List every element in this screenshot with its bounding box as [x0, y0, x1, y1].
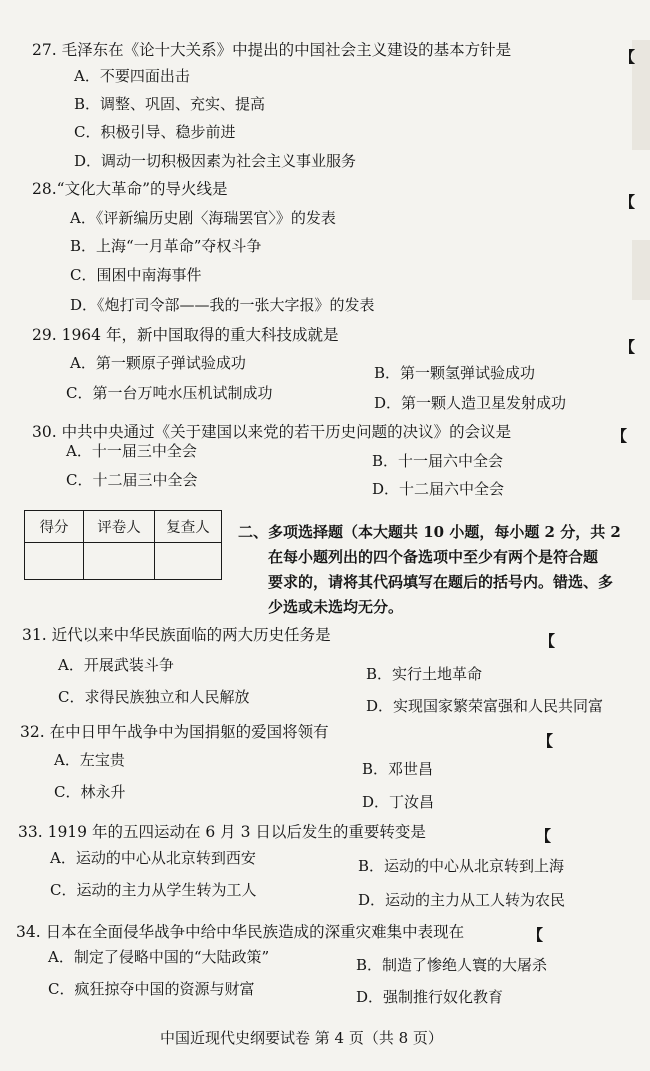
score-table: [24, 510, 222, 580]
answer-bracket: 【: [620, 48, 636, 66]
q31-option-d: D．实现国家繁荣富强和人民共同富: [366, 697, 604, 715]
page-footer: 中国近现代史纲要试卷 第 4 页（共 8 页）: [160, 1029, 443, 1047]
q27-option-a: A．不要四面出击: [74, 67, 190, 85]
q28-option-c: C．围困中南海事件: [70, 266, 202, 284]
section-2-heading: 二、多项选择题（本大题共 10 小题，每小题 2 分，共 2: [238, 523, 621, 541]
q33-option-d: D．运动的主力从工人转为农民: [358, 891, 566, 909]
answer-bracket: 【: [540, 632, 556, 650]
q33-option-a: A．运动的中心从北京转到西安: [50, 849, 256, 867]
answer-bracket: 【: [620, 338, 636, 356]
answer-bracket: 【: [612, 427, 628, 445]
q33-option-b: B．运动的中心从北京转到上海: [358, 857, 565, 875]
q31-option-a: A．开展武装斗争: [58, 656, 174, 674]
score-cell[interactable]: [25, 543, 84, 580]
section-2-instructions: 少选或未选均无分。: [268, 598, 404, 616]
question-27-stem: 27. 毛泽东在《论十大关系》中提出的中国社会主义建设的基本方针是: [32, 41, 512, 59]
q28-option-d: D．《炮打司令部——我的一张大字报》的发表: [70, 296, 375, 314]
question-32-stem: 32. 在中日甲午战争中为国捐躯的爱国将领有: [20, 723, 329, 741]
q30-option-d: D．十二届六中全会: [372, 480, 505, 498]
q34-option-d: D．强制推行奴化教育: [356, 988, 504, 1006]
q34-option-c: C．疯狂掠夺中国的资源与财富: [48, 980, 255, 998]
question-33-stem: 33. 1919 年的五四运动在 6 月 3 日以后发生的重要转变是: [18, 823, 426, 841]
q27-option-b: B．调整、巩固、充实、提高: [74, 95, 266, 113]
q33-option-c: C．运动的主力从学生转为工人: [50, 881, 257, 899]
q31-option-b: B．实行土地革命: [366, 665, 483, 683]
question-29-stem: 29. 1964 年，新中国取得的重大科技成就是: [32, 326, 339, 344]
q32-option-c: C．林永升: [54, 783, 126, 801]
answer-bracket: 【: [620, 193, 636, 211]
q28-option-b: B．上海“一月革命”夺权斗争: [70, 237, 262, 255]
q27-option-d: D．调动一切积极因素为社会主义事业服务: [74, 152, 357, 170]
section-2-instructions: 要求的，请将其代码填写在题后的括号内。错选、多: [268, 573, 614, 591]
q29-option-a: A．第一颗原子弹试验成功: [70, 354, 246, 372]
reviewer-cell[interactable]: [155, 543, 222, 580]
q31-option-c: C．求得民族独立和人民解放: [58, 688, 250, 706]
answer-bracket: 【: [528, 926, 544, 944]
q30-option-c: C．十二届三中全会: [66, 471, 198, 489]
q32-option-a: A．左宝贵: [54, 751, 125, 769]
question-34-stem: 34. 日本在全面侵华战争中给中华民族造成的深重灾难集中表现在: [16, 923, 465, 941]
q30-option-b: B．十一届六中全会: [372, 452, 504, 470]
grader-cell[interactable]: [84, 543, 155, 580]
q29-option-b: B．第一颗氢弹试验成功: [374, 364, 536, 382]
q27-option-c: C．积极引导、稳步前进: [74, 123, 236, 141]
q29-option-d: D．第一颗人造卫星发射成功: [374, 394, 567, 412]
question-31-stem: 31. 近代以来中华民族面临的两大历史任务是: [22, 626, 331, 644]
q34-option-a: A．制定了侵略中国的“大陆政策”: [48, 948, 270, 966]
answer-bracket: 【: [538, 732, 554, 750]
q34-option-b: B．制造了惨绝人寰的大屠杀: [356, 956, 548, 974]
question-30-stem: 30. 中共中央通过《关于建国以来党的若干历史问题的决议》的会议是: [32, 423, 512, 441]
reviewer-header: 复查人: [155, 511, 222, 543]
q30-option-a: A．十一届三中全会: [66, 442, 197, 460]
answer-bracket: 【: [536, 827, 552, 845]
question-28-stem: 28.“文化大革命”的导火线是: [32, 180, 228, 198]
q28-option-a: A．《评新编历史剧〈海瑞罢官〉》的发表: [70, 209, 336, 227]
score-header: 得分: [25, 511, 84, 543]
q29-option-c: C．第一台万吨水压机试制成功: [66, 384, 273, 402]
q32-option-d: D．丁汝昌: [362, 793, 435, 811]
grader-header: 评卷人: [84, 511, 155, 543]
q32-option-b: B．邓世昌: [362, 760, 434, 778]
scan-edge-shadow: [632, 240, 650, 300]
section-2-instructions: 在每小题列出的四个备选项中至少有两个是符合题: [268, 548, 599, 566]
